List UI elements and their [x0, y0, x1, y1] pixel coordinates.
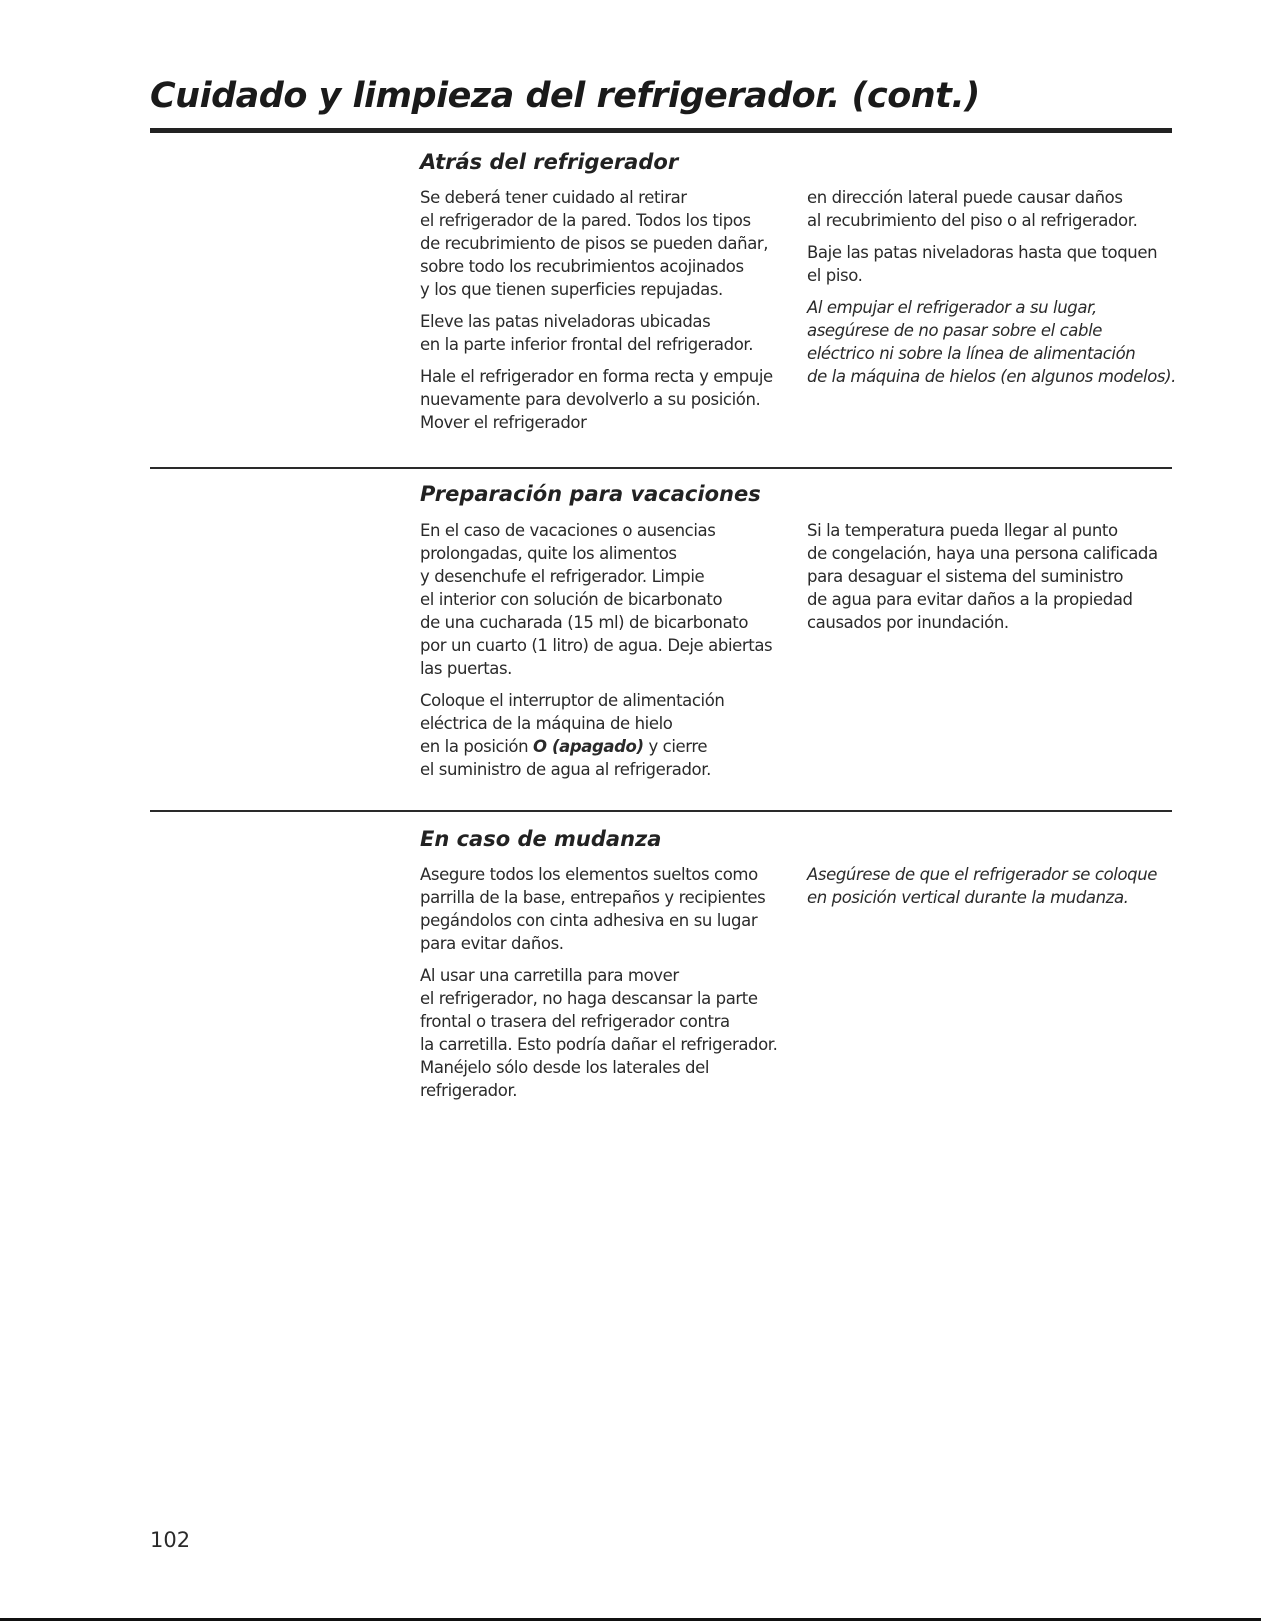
section-heading-behind: Atrás del refrigerador: [420, 150, 679, 174]
paragraph: Asegure todos los elementos sueltos como parrilla de la base, entrepaños y recipientes pegándolos con cinta adhesiva en su lugar para evitar daños.: [420, 865, 766, 953]
text-run: y cierre el suministro de agua al refrigerador.: [420, 737, 711, 779]
paragraph: Al usar una carretilla para mover el refrigerador, no haga descansar la parte frontal o trasera del refrigerador contra la carretilla. Esto podría dañar el refrigerador. Manéjelo sólo desde los laterales del refrigerador.: [420, 966, 778, 1100]
text-run: Coloque el interruptor de alimentación eléctrica de la máquina de hielo en la posición: [420, 691, 725, 756]
section-divider: [150, 810, 1172, 812]
section-heading-vacation: Preparación para vacaciones: [420, 482, 761, 506]
section-moving-right-column: [807, 863, 1182, 918]
section-vacation-left-column: [420, 519, 785, 790]
section-heading-moving: En caso de mudanza: [420, 827, 662, 851]
section-divider: [150, 467, 1172, 469]
paragraph-ice-maker-switch: [420, 689, 785, 781]
section-moving-left-column: [420, 863, 785, 1111]
page-title: Cuidado y limpieza del refrigerador. (cont.): [150, 76, 980, 116]
section-vacation-right-column: [807, 519, 1182, 643]
paragraph: Hale el refrigerador en forma recta y empuje nuevamente para devolverlo a su posición. Mover el refrigerador: [420, 367, 773, 432]
section-behind-right-column: [807, 186, 1182, 397]
paragraph: en dirección lateral puede causar daños al recubrimiento del piso o al refrigerador.: [807, 188, 1138, 230]
off-position-label: O (apagado): [533, 737, 644, 756]
paragraph: Se deberá tener cuidado al retirar el refrigerador de la pared. Todos los tipos de recubrimiento de pisos se pueden dañar, sobre todo los recubrimientos acojinados y los que tienen superficies repujadas.: [420, 188, 769, 299]
title-rule: [150, 128, 1172, 133]
italic-note: Al empujar el refrigerador a su lugar, asegúrese de no pasar sobre el cable eléctrico ni sobre la línea de alimentación de la máquina de hielos (en algunos modelos).: [807, 298, 1176, 386]
section-behind-left-column: [420, 186, 785, 443]
page-number: 102: [150, 1528, 191, 1552]
paragraph: Baje las patas niveladoras hasta que toquen el piso.: [807, 243, 1158, 285]
paragraph: Si la temperatura pueda llegar al punto de congelación, haya una persona calificada para desaguar el sistema del suministro de agua para evitar daños a la propiedad causados por inundación.: [807, 521, 1158, 632]
paragraph: Eleve las patas niveladoras ubicadas en la parte inferior frontal del refrigerador.: [420, 312, 754, 354]
italic-note: Asegúrese de que el refrigerador se coloque en posición vertical durante la mudanza.: [807, 865, 1158, 907]
paragraph: En el caso de vacaciones o ausencias prolongadas, quite los alimentos y desenchufe el refrigerador. Limpie el interior con solución de bicarbonato de una cucharada (15 ml) de bicarbonato por un cuarto (1 litro) de agua. Deje abiertas las puertas.: [420, 521, 773, 678]
